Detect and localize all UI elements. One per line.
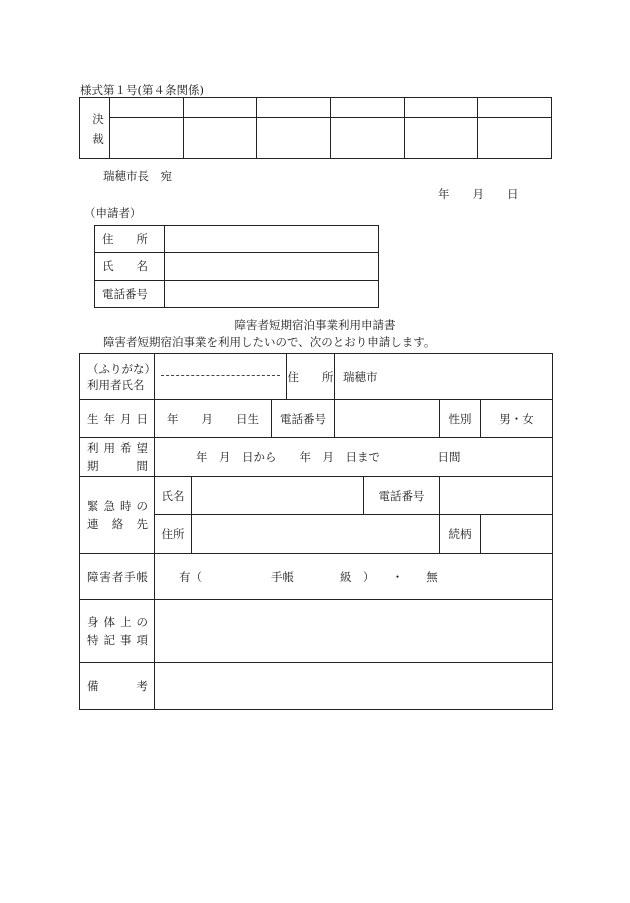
emergency-address-field[interactable] [192, 515, 440, 554]
emergency-address-label: 住所 [155, 515, 192, 554]
approval-stamp-header-3[interactable] [257, 98, 331, 118]
approval-table [79, 97, 552, 159]
emergency-label-1: 緊急時の [87, 499, 148, 513]
phone-label: 電話番号 [272, 400, 335, 438]
approval-stamp-3[interactable] [257, 118, 331, 159]
user-address-field[interactable]: 瑞穂市 [335, 354, 553, 400]
user-name-label-text: 利用者氏名 [87, 377, 145, 392]
user-name-cell[interactable] [155, 354, 287, 400]
form-number: 様式第１号(第４条関係) [80, 83, 204, 97]
emergency-relation-field[interactable] [481, 515, 553, 554]
birthdate-field[interactable]: 年 月 日生 [155, 400, 272, 438]
applicant-phone-label: 電話番号 [95, 280, 165, 307]
approval-label [80, 98, 110, 159]
applicant-address-field[interactable] [165, 226, 379, 253]
applicant-name-field[interactable] [165, 253, 379, 280]
user-address-label: 住 所 [287, 354, 335, 400]
approval-stamp-6[interactable] [478, 118, 552, 159]
approval-stamp-header-6[interactable] [478, 98, 552, 118]
remarks-field[interactable] [155, 663, 553, 710]
applicant-name-label: 氏 名 [95, 253, 165, 280]
furigana-field[interactable] [161, 357, 280, 376]
approval-stamp-header-4[interactable] [330, 98, 404, 118]
period-label [80, 438, 155, 477]
approval-stamp-5[interactable] [404, 118, 478, 159]
approval-stamp-header-1[interactable] [110, 98, 184, 118]
special-label-1: 身体上の [87, 615, 148, 629]
applicant-section-label: （申請者） [84, 206, 142, 220]
user-name-field[interactable] [161, 376, 286, 396]
handbook-field[interactable]: 有（ 手帳 級 ） ・ 無 [155, 554, 553, 600]
special-notes-field[interactable] [155, 600, 553, 663]
emergency-phone-label: 電話番号 [364, 477, 440, 515]
intro-text: 障害者短期宿泊事業を利用したいので、次のとおり申請します。 [103, 335, 436, 349]
period-label-2: 期 間 [87, 459, 148, 473]
user-name-label [80, 354, 155, 400]
period-label-1: 利用希望 [87, 441, 148, 455]
emergency-phone-field[interactable] [440, 477, 553, 515]
special-notes-label [80, 600, 155, 663]
approval-stamp-4[interactable] [330, 118, 404, 159]
approval-stamp-header-5[interactable] [404, 98, 478, 118]
addressee: 瑞穂市長 宛 [103, 169, 172, 183]
phone-field[interactable] [335, 400, 440, 438]
form-title: 障害者短期宿泊事業利用申請書 [234, 318, 396, 332]
applicant-address-label: 住 所 [95, 226, 165, 253]
application-date[interactable]: 年 月 日 [438, 187, 519, 201]
approval-stamp-2[interactable] [183, 118, 257, 159]
approval-label-2: 裁 [92, 132, 104, 146]
gender-label: 性別 [440, 400, 481, 438]
approval-label-1: 決 [92, 112, 104, 126]
handbook-label: 障害者手帳 [80, 554, 155, 600]
emergency-name-label: 氏名 [155, 477, 192, 515]
gender-field[interactable]: 男・女 [481, 400, 553, 438]
approval-stamp-header-2[interactable] [183, 98, 257, 118]
furigana-label: （ふりがな） [87, 361, 156, 376]
special-label-2: 特記事項 [87, 633, 148, 647]
emergency-name-field[interactable] [192, 477, 364, 515]
application-table [79, 353, 553, 710]
remarks-label: 備考 [80, 663, 155, 710]
birthdate-label: 生年月日 [80, 400, 155, 438]
applicant-phone-field[interactable] [165, 280, 379, 307]
period-field[interactable]: 年 月 日から 年 月 日まで 日間 [155, 438, 553, 477]
emergency-label-2: 連絡先 [87, 517, 148, 531]
emergency-relation-label: 続柄 [440, 515, 481, 554]
applicant-table [94, 225, 379, 308]
approval-stamp-1[interactable] [110, 118, 184, 159]
emergency-contact-label [80, 477, 155, 554]
